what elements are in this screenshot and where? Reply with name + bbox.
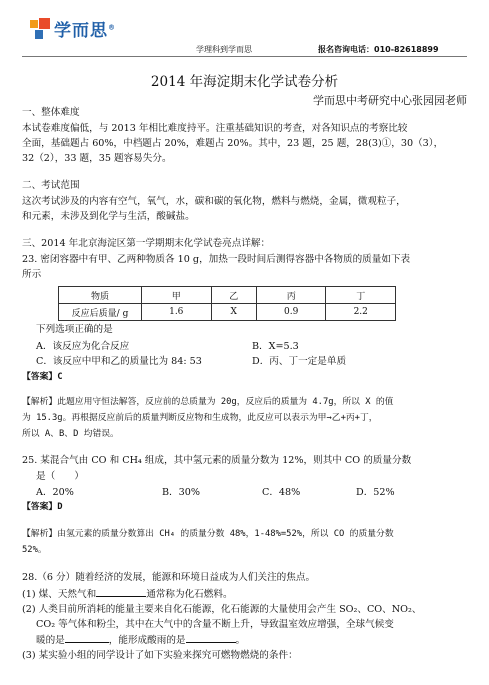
answer-blank[interactable]: [96, 586, 146, 597]
answer-label: 【答案】C: [22, 372, 63, 382]
table-header-cell: 物质: [59, 287, 142, 304]
question-stem: 23. 密闭容器中有甲、乙两种物质各 10 g，加热一段时间后测得容器中各物质的质量如下表: [22, 254, 411, 265]
table-cell: X: [211, 304, 256, 321]
option-b: B．30%: [162, 487, 200, 498]
table-cell: 0.9: [256, 304, 326, 321]
option-b: B．X=5.3: [252, 341, 299, 352]
analysis-line: 所以 A、B、D 均错误。: [22, 429, 119, 439]
paragraph-line: 32（2），33 题，35 题容易失分。: [22, 153, 172, 164]
sub-question-text: (1) 煤、天然气和: [22, 589, 97, 600]
table-header-row: [59, 287, 396, 304]
header-phone: 报名咨询电话：010-82618899: [318, 45, 439, 54]
logo-text: 学而思®: [54, 21, 116, 41]
mass-table: [58, 286, 396, 321]
page-title: 2014 年海淀期末化学试卷分析: [150, 74, 339, 90]
paragraph-line: 全面，基础题占 60%，中档题占 20%，难题占 20%。其中，23 题，25 题，28(3)①，30（3），: [22, 138, 444, 149]
analysis-line: 【解析】由氢元素的质量分数算出 CH₄ 的质量分数 48%，1-48%=52%，所以 CO 的质量分数: [22, 529, 394, 539]
option-a: A．20%: [36, 487, 74, 498]
sub-question-text: ，能形成酸雨的是: [108, 635, 186, 646]
section-heading: 一、整体难度: [22, 107, 80, 118]
paragraph-line: 和元素，未涉及到化学与生活，酸碱盐。: [22, 211, 195, 222]
author-line: 学而思中考研究中心张园园老师: [313, 94, 467, 107]
section-heading: 二、考试范围: [22, 180, 80, 191]
section-heading: 三、2014 年北京海淀区第一学期期末化学试卷亮点详解：: [22, 238, 271, 249]
analysis-line: 为 15.3g。再根据反应前后的质量判断反应物和生成物，此反应可以表示为甲→乙+丙+丁，: [22, 413, 378, 423]
table-header-cell: 丙: [256, 287, 326, 304]
answer-blank[interactable]: [186, 632, 236, 643]
table-cell: 1.6: [142, 304, 212, 321]
table-header-cell: 丁: [326, 287, 396, 304]
sub-question-1: [22, 586, 470, 603]
paragraph-line: 本试卷难度偏低，与 2013 年相比难度持平。注重基础知识的考查，对各知识点的考察比较: [22, 123, 408, 134]
question-stem: 28.（6 分）随着经济的发展，能源和环境日益成为人们关注的焦点。: [22, 572, 316, 583]
question-stem: 是（ ）: [36, 471, 84, 482]
question-stem: 所示: [22, 269, 42, 280]
sub-question-text: 。: [235, 635, 246, 646]
sub-question-2-blanks: [36, 632, 484, 649]
table-header-cell: 乙: [211, 287, 256, 304]
table-cell: 2.2: [326, 304, 396, 321]
question-prompt: 下列选项正确的是: [36, 324, 113, 335]
option-d: D．52%: [356, 487, 395, 498]
header-slogan: 学理科到学而思: [196, 45, 252, 54]
sub-question-text: 通常称为化石燃料。: [146, 589, 233, 600]
option-a: A．该反应为化合反应: [36, 341, 130, 352]
header-divider: [22, 56, 467, 57]
option-c: C．48%: [262, 487, 301, 498]
paragraph-line: 这次考试涉及的内容有空气，氧气，水，碳和碳的氧化物，燃料与燃烧，金属，微观粒子，: [22, 196, 406, 207]
option-d: D．丙、丁一定是单质: [252, 356, 347, 367]
logo-mark-icon: [30, 18, 50, 40]
option-c: C．该反应中甲和乙的质量比为 84: 53: [36, 356, 202, 367]
answer-blank[interactable]: [65, 632, 109, 643]
sub-question-2-cont: CO₂ 等气体和粉尘，其中在大气中的含量不断上升，导致温室效应增强，全球气候变: [36, 619, 394, 630]
table-cell: 反应后质量/ g: [59, 304, 142, 321]
brand-logo: [30, 16, 116, 41]
analysis-line: 【解析】此题应用守恒法解答，反应前的总质量为 20g，反应后的质量为 4.7g，所以 X 的值: [22, 397, 394, 407]
analysis-line: 52%。: [22, 545, 47, 555]
table-row: [59, 304, 396, 321]
sub-question-2: (2) 人类目前所消耗的能量主要来自化石能源，化石能源的大量使用会产生 SO₂、CO、NO₂、: [22, 604, 422, 615]
answer-label: 【答案】D: [22, 502, 63, 512]
sub-question-text: 暖的是: [36, 635, 65, 646]
table-header-cell: 甲: [142, 287, 212, 304]
sub-question-3: (3) 某实验小组的同学设计了如下实验来探究可燃物燃烧的条件：: [22, 650, 298, 661]
question-stem: 25. 某混合气由 CO 和 CH₄ 组成，其中氢元素的质量分数为 12%，则其中 CO 的质量分数: [22, 455, 412, 466]
